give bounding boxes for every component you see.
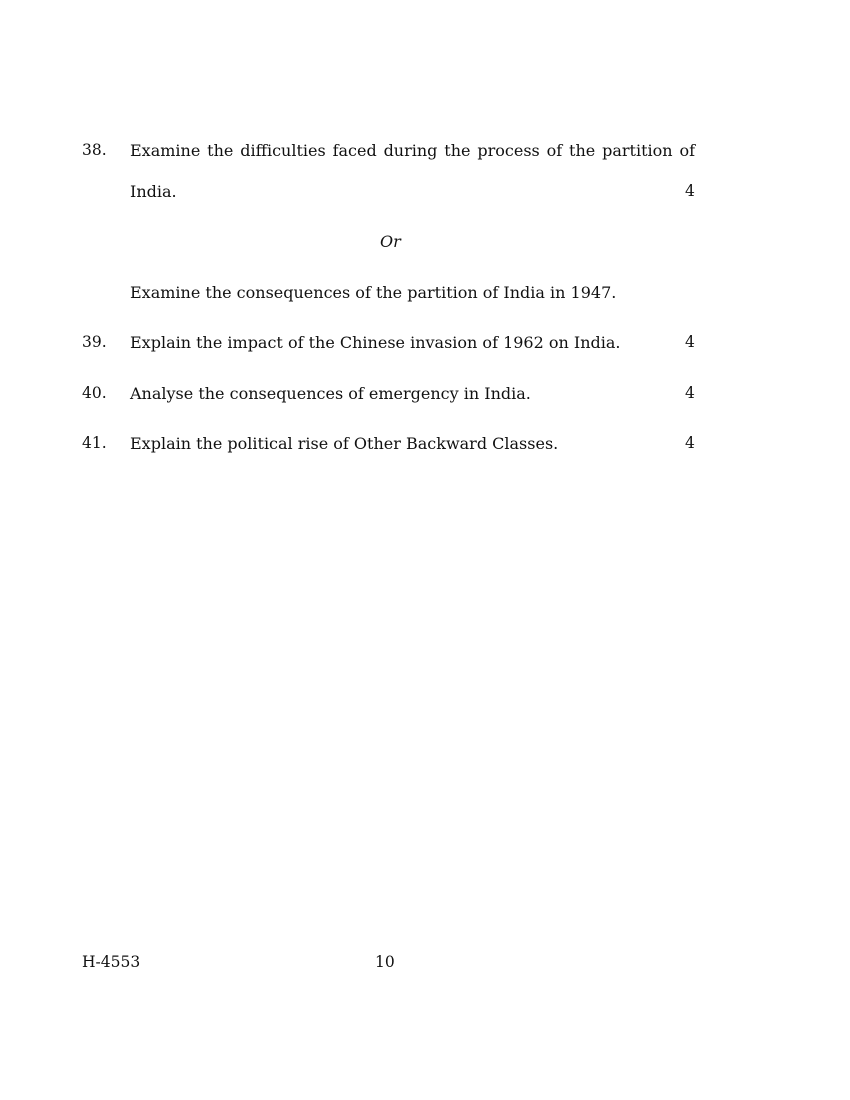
question-text: Explain the political rise of Other Backward Classes.: [130, 434, 559, 453]
page-number: 10: [375, 953, 395, 971]
question-number: 41.: [82, 434, 107, 452]
question-text: Explain the impact of the Chinese invasion of 1962 on India.: [130, 333, 621, 352]
question-number: 38.: [82, 141, 107, 159]
question-marks: 4: [685, 333, 695, 351]
question-marks: 4: [685, 384, 695, 402]
or-separator: Or: [380, 232, 401, 251]
question-marks: 4: [685, 182, 695, 200]
question-number: 40.: [82, 384, 107, 402]
question-text: Analyse the consequences of emergency in India.: [130, 384, 531, 403]
question-text-line-1: Examine the difficulties faced during the process of the partition of: [130, 141, 695, 160]
paper-code: H-4553: [82, 953, 141, 971]
question-text-line-2: India.: [130, 182, 177, 201]
question-number: 39.: [82, 333, 107, 351]
question-alternative-text: Examine the consequences of the partition of India in 1947.: [130, 283, 617, 302]
question-marks: 4: [685, 434, 695, 452]
